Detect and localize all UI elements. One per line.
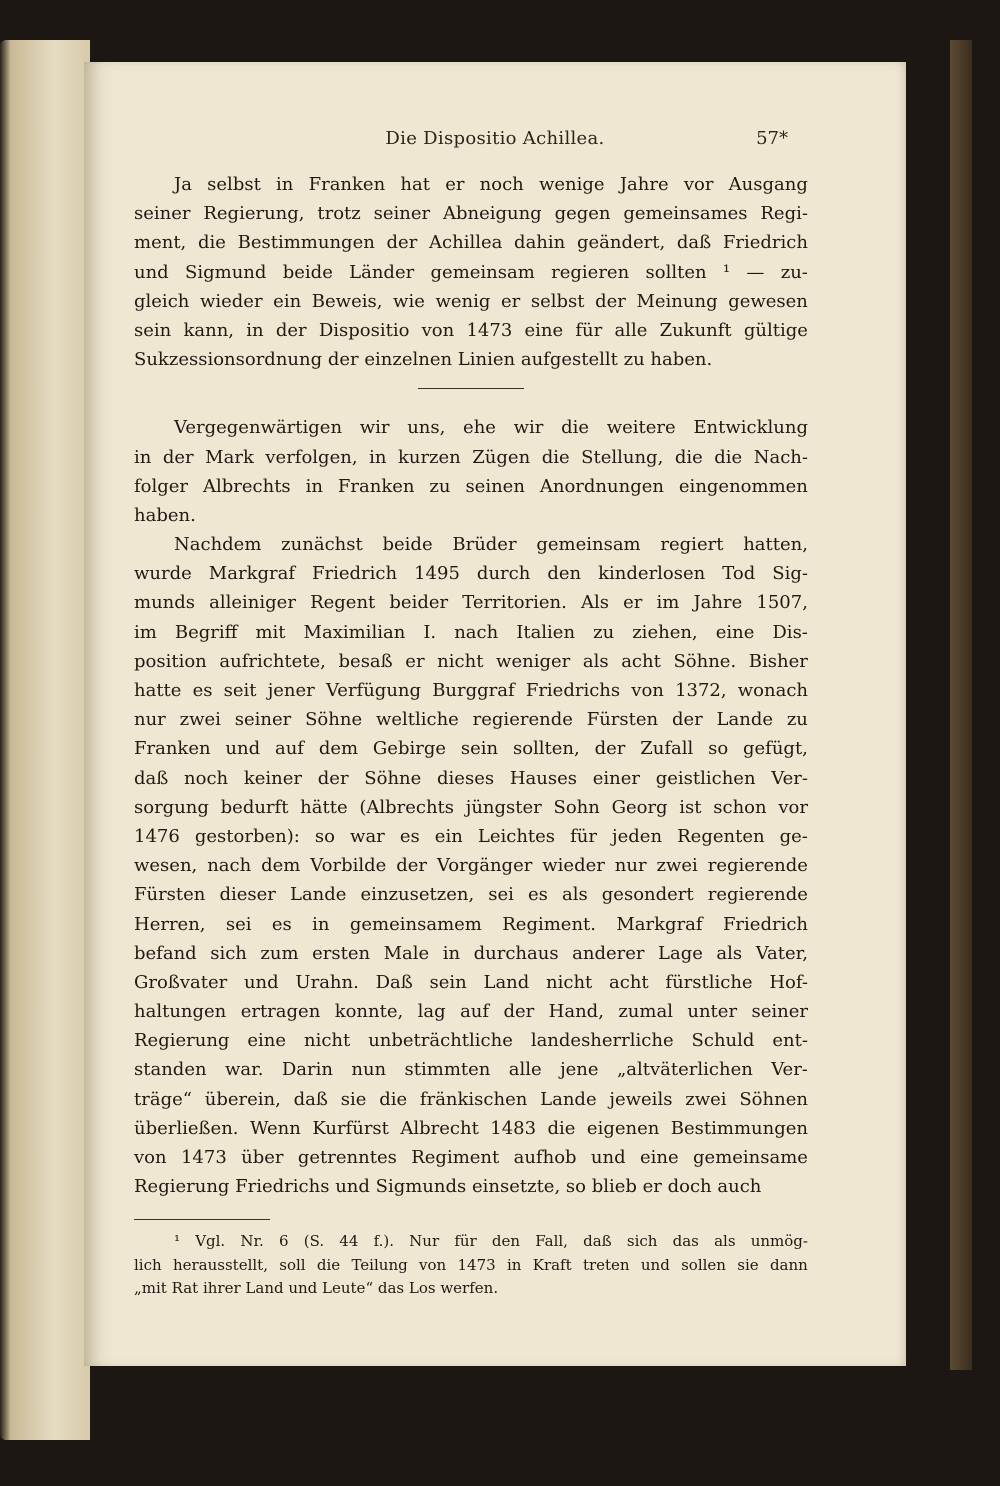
text-line: position aufrichtete, besaß er nicht weniger als acht Söhne. Bisher: [134, 650, 808, 672]
text-line: wurde Markgraf Friedrich 1495 durch den kinderlosen Tod Sig-: [134, 563, 808, 585]
text-line: 1476 gestorben): so war es ein Leichtes für jeden Regenten ge-: [134, 825, 808, 847]
text-line: Fürsten dieser Lande einzusetzen, sei es als gesondert regierende: [134, 884, 808, 906]
text-line: und Sigmund beide Länder gemeinsam regieren sollten ¹ — zu-: [134, 261, 808, 283]
text-line: Regierung Friedrichs und Sigmunds einsetzte, so blieb er doch auch: [134, 1176, 762, 1198]
section-separator: [418, 388, 524, 389]
text-line: lich herausstellt, soll die Teilung von 1473 in Kraft treten und sollen sie dann: [134, 1255, 808, 1274]
text-line: im Begriff mit Maximilian I. nach Italien zu ziehen, eine Dis-: [134, 621, 808, 643]
text-line: nur zwei seiner Söhne weltliche regierende Fürsten der Lande zu: [134, 709, 808, 731]
book-cover-edge: [950, 40, 972, 1370]
text-line: Nachdem zunächst beide Brüder gemeinsam regiert hatten,: [174, 534, 808, 556]
text-line: sorgung bedurft hätte (Albrechts jüngster Sohn Georg ist schon vor: [134, 796, 808, 818]
footnote-rule: [134, 1219, 270, 1220]
text-line: überließen. Wenn Kurfürst Albrecht 1483 die eigenen Bestimmungen: [134, 1117, 808, 1139]
text-line: hatte es seit jener Verfügung Burggraf Friedrichs von 1372, wonach: [134, 680, 808, 701]
page-number: 57*: [756, 128, 788, 149]
text-line: „mit Rat ihrer Land und Leute“ das Los werfen.: [134, 1279, 499, 1298]
text-line: Franken und auf dem Gebirge sein sollten, der Zufall so gefügt,: [134, 738, 808, 760]
text-line: munds alleiniger Regent beider Territorien. Als er im Jahre 1507,: [134, 592, 808, 614]
text-line: haben.: [134, 504, 196, 526]
text-line: haltungen ertragen konnte, lag auf der Hand, zumal unter seiner: [134, 1001, 808, 1023]
book-spine: [0, 40, 90, 1440]
text-line: Großvater und Urahn. Daß sein Land nicht acht fürstliche Hof-: [134, 971, 808, 993]
text-line: seiner Regierung, trotz seiner Abneigung gegen gemeinsames Regi-: [134, 203, 808, 225]
text-line: wesen, nach dem Vorbilde der Vorgänger wieder nur zwei regierende: [134, 855, 808, 877]
text-line: daß noch keiner der Söhne dieses Hauses einer geistlichen Ver-: [134, 767, 808, 789]
book-page: [84, 62, 906, 1366]
text-line: Vergegenwärtigen wir uns, ehe wir die weitere Entwicklung: [174, 417, 808, 439]
paragraph-nachdem: [134, 530, 808, 1201]
paragraph-ausgang: [134, 170, 808, 374]
text-line: folger Albrechts in Franken zu seinen Anordnungen eingenommen: [134, 475, 808, 497]
text-line: von 1473 über getrenntes Regiment aufhob und eine gemeinsame: [134, 1147, 808, 1168]
running-title: Die Dispositio Achillea.: [385, 128, 605, 149]
text-line: Ja selbst in Franken hat er noch wenige Jahre vor Ausgang: [174, 174, 808, 195]
footnote: [134, 1230, 808, 1300]
text-line: befand sich zum ersten Male in durchaus anderer Lage als Vater,: [134, 942, 808, 964]
text-line: träge“ überein, daß sie die fränkischen Lande jeweils zwei Söhnen: [134, 1088, 808, 1110]
text-line: standen war. Darin nun stimmten alle jene „altväterlichen Ver-: [134, 1059, 808, 1081]
text-line: ment, die Bestimmungen der Achillea dahin geändert, daß Friedrich: [134, 232, 808, 254]
text-line: gleich wieder ein Beweis, wie wenig er selbst der Meinung gewesen: [134, 290, 808, 312]
page-body: [134, 170, 808, 1301]
paragraph-vergegenwaertigen: [134, 413, 808, 530]
text-line: Sukzessionsordnung der einzelnen Linien aufgestellt zu haben.: [134, 349, 713, 371]
text-line: Herren, sei es in gemeinsamem Regiment. Markgraf Friedrich: [134, 913, 808, 935]
text-line: in der Mark verfolgen, in kurzen Zügen die Stellung, die die Nach-: [134, 446, 808, 468]
text-line: Regierung eine nicht unbeträchtliche landesherrliche Schuld ent-: [134, 1030, 808, 1052]
text-line: ¹ Vgl. Nr. 6 (S. 44 f.). Nur für den Fall, daß sich das als unmög-: [174, 1232, 808, 1251]
page-header: [84, 128, 906, 158]
text-line: sein kann, in der Dispositio von 1473 eine für alle Zukunft gültige: [134, 319, 808, 341]
